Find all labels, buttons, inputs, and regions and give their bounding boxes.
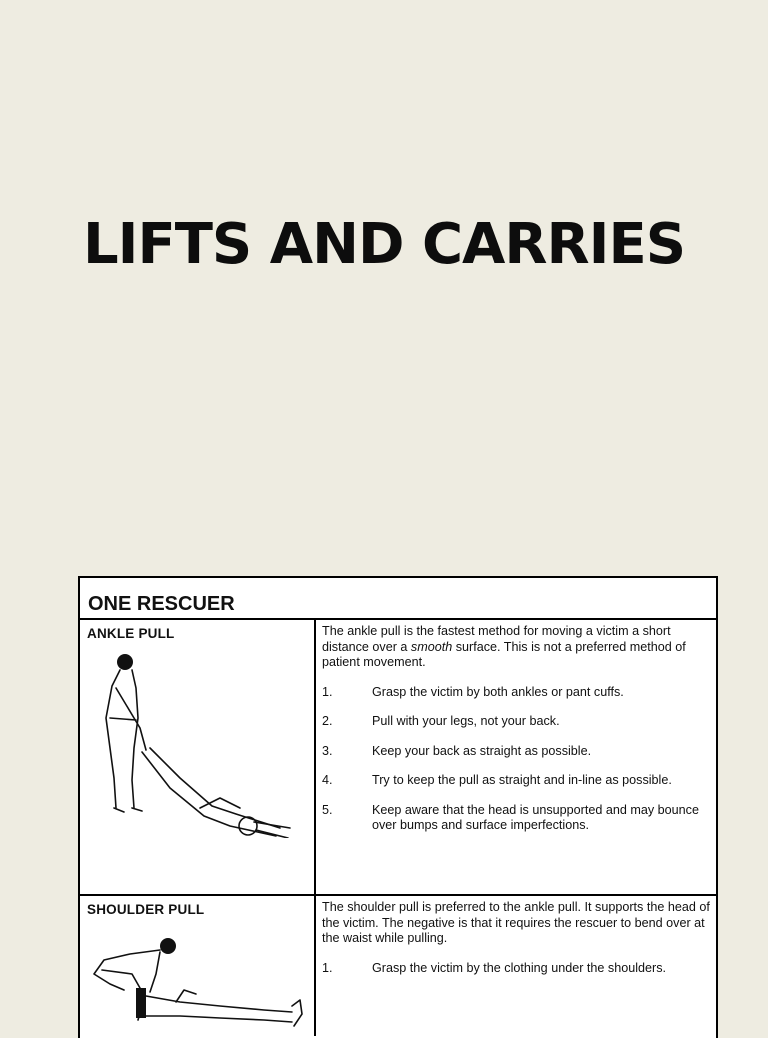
table-row bbox=[80, 896, 716, 1036]
row-description-cell bbox=[316, 620, 716, 894]
row-intro: The shoulder pull is preferred to the ankle pull. It supports the head of the victim. The negative is that it requires the rescuer to bend over at the waist while pulling. bbox=[322, 900, 710, 945]
list-item: 4. Try to keep the pull as straight and in-line as possible. bbox=[322, 773, 672, 787]
section-heading: ONE RESCUER bbox=[80, 578, 716, 620]
shoulder-pull-illustration bbox=[80, 930, 312, 1030]
row-label: ANKLE PULL bbox=[87, 626, 175, 641]
row-description-cell bbox=[316, 896, 716, 1036]
row-label-cell bbox=[80, 896, 316, 1036]
list-item: 1. Grasp the victim by the clothing under the shoulders. bbox=[322, 960, 667, 975]
list-item: 3. Keep your back as straight as possible. bbox=[322, 743, 592, 758]
list-item: 2. Pull with your legs, not your back. bbox=[322, 714, 560, 728]
list-item: 5. Keep aware that the head is unsupported and may bounce over bumps and surface imperfections. bbox=[322, 802, 699, 832]
table-row bbox=[80, 620, 716, 896]
ankle-pull-illustration bbox=[80, 648, 312, 838]
scanned-document-table bbox=[78, 576, 718, 1038]
row-intro: The ankle pull is the fastest method for moving a victim a short distance over a smooth surface. This is not a preferred method of patient movement. bbox=[322, 624, 686, 669]
emphasis-text: smooth bbox=[410, 639, 453, 654]
row-label: SHOULDER PULL bbox=[87, 902, 205, 917]
list-item: 1. Grasp the victim by both ankles or pant cuffs. bbox=[322, 684, 624, 699]
row-label-cell bbox=[80, 620, 316, 894]
slide-title: LIFTS AND CARRIES bbox=[82, 212, 686, 277]
